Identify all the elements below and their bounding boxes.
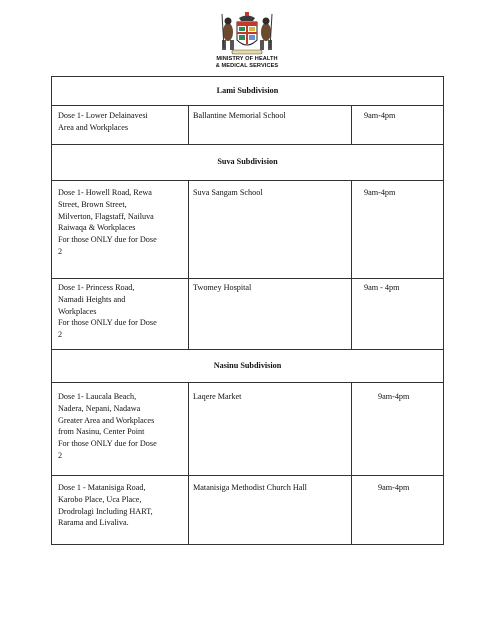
venue-cell: Laqere Market: [189, 383, 352, 475]
area-line: Karobo Place, Uca Place,: [58, 494, 142, 504]
area-line: Dose 1- Lower Delainavesi: [58, 111, 148, 120]
area-line: 2: [58, 330, 63, 340]
area-line: Rarama and Livaliva.: [58, 518, 129, 528]
time-cell: 9am-4pm: [378, 483, 410, 492]
area-line: For those ONLY due for Dose: [58, 235, 157, 245]
area-line: Dose 1- Laucala Beach,: [58, 392, 137, 401]
venue-cell: Matanisiga Methodist Church Hall: [189, 476, 352, 544]
section-title: Nasinu Subdivision: [213, 361, 282, 370]
area-cell: [52, 106, 189, 144]
area-line: Street, Brown Street,: [58, 199, 127, 209]
coat-of-arms-icon: [218, 10, 276, 56]
area-line: Dose 1- Howell Road, Rewa: [58, 188, 152, 197]
area-line: Dose 1- Princess Road,: [58, 283, 135, 292]
time-cell: 9am - 4pm: [364, 283, 400, 292]
time-cell: 9am-4pm: [364, 188, 396, 197]
section-header-suva: [52, 144, 443, 180]
area-cell: [52, 279, 189, 349]
ministry-line-2: & MEDICAL SERVICES: [215, 63, 279, 69]
venue-cell: Ballantine Memorial School: [189, 106, 352, 144]
table-row: [52, 105, 443, 144]
area-cell: [52, 476, 189, 544]
area-line: Dose 1 - Matanisiga Road,: [58, 483, 146, 492]
table-row: [52, 180, 443, 278]
venue-cell: Suva Sangam School: [189, 181, 352, 278]
ministry-line-1: MINISTRY OF HEALTH: [216, 56, 278, 62]
area-line: Milverton, Flagstaff, Nailuva: [58, 211, 154, 221]
area-cell: [52, 383, 189, 475]
area-line: Drodrolagi Including HART,: [58, 506, 153, 516]
section-header-lami: [52, 77, 443, 105]
area-line: For those ONLY due for Dose: [58, 318, 157, 328]
table-row: [52, 382, 443, 475]
area-line: Area and Workplaces: [58, 122, 129, 132]
area-cell: [52, 181, 189, 278]
area-line: Workplaces: [58, 306, 97, 316]
vaccination-schedule-table: [51, 76, 444, 545]
area-line: Namadi Heights and: [58, 294, 126, 304]
venue-cell: Twomey Hospital: [189, 279, 352, 349]
table-row: [52, 278, 443, 349]
area-line: For those ONLY due for Dose: [58, 439, 157, 449]
area-line: 2: [58, 450, 63, 460]
area-line: Raiwaqa & Workplaces: [58, 223, 136, 233]
section-title: Lami Subdivision: [216, 86, 279, 95]
section-header-nasinu: [52, 349, 443, 382]
area-line: Nadera, Nepani, Nadawa: [58, 403, 141, 413]
time-cell: 9am-4pm: [378, 392, 410, 401]
table-row: [52, 475, 443, 544]
area-line: from Nasinu, Center Point: [58, 427, 145, 437]
area-line: 2: [58, 246, 63, 256]
section-title: Suva Subdivision: [217, 157, 278, 166]
ministry-name: [197, 56, 297, 70]
area-line: Greater Area and Workplaces: [58, 415, 155, 425]
time-cell: 9am-4pm: [364, 111, 396, 120]
